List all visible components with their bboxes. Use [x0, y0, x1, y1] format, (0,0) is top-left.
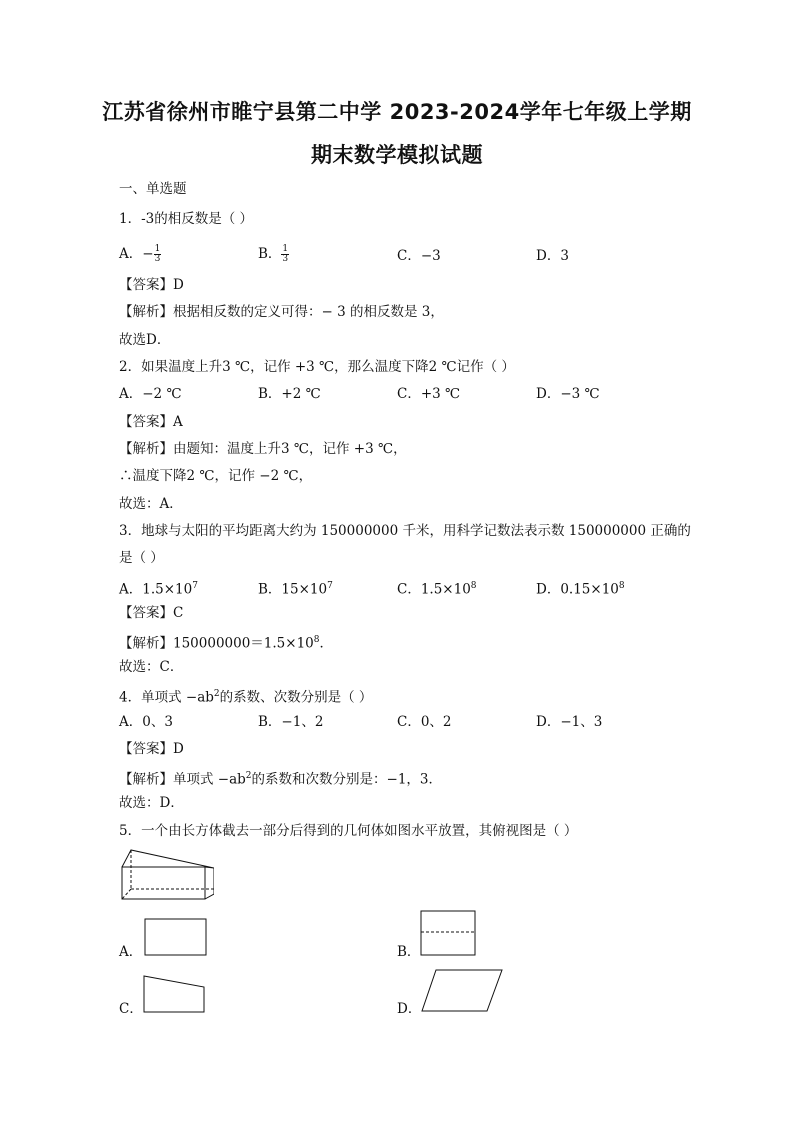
q2-analysis: 【解析】由题知：温度上升3 ℃，记作 +3 ℃， [119, 441, 407, 457]
q5-option-a-label: A． [119, 944, 143, 960]
q3-conclusion: 故选：C． [119, 659, 184, 675]
q1-option-b [258, 244, 289, 264]
q5-solid-figure [118, 843, 214, 903]
q4-option-a: A．0、3 [119, 714, 173, 730]
section-heading: 一、单选题 [119, 181, 187, 197]
q3-analysis-exp: 8 [313, 635, 320, 645]
q5-option-b-label: B． [397, 944, 421, 960]
q1-option-b-numerator: 1 [282, 244, 289, 254]
q5-stem: 5．一个由长方体截去一部分后得到的几何体如图水平放置，其俯视图是（ ） [119, 823, 578, 839]
q3-stem-line1: 3．地球与太阳的平均距离大约为 150000000 千米，用科学记数法表示数 150000000 正确的 [119, 523, 691, 539]
q1-option-a-numerator: 1 [154, 244, 161, 254]
q4-analysis-post: 的系数和次数分别是：−1，3． [251, 771, 443, 788]
q3-option-c [397, 576, 477, 600]
q2-option-c: C．+3 ℃ [397, 386, 461, 402]
q5-option-b-figure [420, 909, 478, 957]
q5-option-a-figure [144, 917, 208, 957]
q1-option-a-label: A． [119, 246, 143, 262]
q1-answer: 【答案】D [119, 277, 184, 293]
q1-stem: 1．-3的相反数是（ ） [119, 211, 254, 227]
q1-option-a-fraction [154, 245, 162, 264]
q2-conclusion: 故选：A． [119, 496, 183, 512]
q3-option-b-exp: 7 [327, 581, 333, 591]
q4-stem-exp: 2 [213, 689, 220, 699]
q1-option-a [119, 244, 161, 264]
q3-option-b [258, 576, 333, 600]
q4-analysis-exp: 2 [245, 771, 252, 781]
q2-stem: 2．如果温度上升3 ℃，记作 +3 ℃，那么温度下降2 ℃记作（ ） [119, 359, 515, 375]
q4-analysis-pre: 【解析】单项式 −ab [119, 771, 246, 788]
q1-analysis: 【解析】根据相反数的定义可得：− 3 的相反数是 3， [119, 304, 444, 320]
q4-option-d: D．−1、3 [536, 714, 603, 730]
q4-analysis [119, 766, 442, 790]
q4-stem [119, 684, 372, 708]
q5-option-c-figure [142, 974, 208, 1016]
doc-title-line1: 江苏省徐州市睢宁县第二中学 2023-2024学年七年级上学期 [102, 100, 692, 124]
q3-option-a-exp: 7 [192, 581, 198, 591]
q5-option-c-label: C． [119, 1001, 143, 1017]
q1-option-c: C．−3 [397, 248, 441, 264]
q1-option-b-denominator: 3 [282, 254, 289, 264]
doc-title-line2: 期末数学模拟试题 [311, 143, 483, 167]
q2-answer: 【答案】A [119, 414, 183, 430]
q3-analysis-tail: ． [319, 635, 333, 652]
q4-answer: 【答案】D [119, 741, 184, 757]
q3-option-c-base: C．1.5×10 [397, 581, 471, 598]
q1-option-a-denominator: 3 [154, 254, 161, 264]
q4-stem-post: 的系数、次数分别是（ ） [219, 689, 373, 706]
q1-option-b-label: B． [258, 246, 282, 262]
q3-answer: 【答案】C [119, 605, 184, 621]
q2-option-d: D．−3 ℃ [536, 386, 600, 402]
q3-option-a-base: A．1.5×10 [119, 581, 193, 598]
q4-option-c: C．0、2 [397, 714, 452, 730]
q3-option-b-base: B．15×10 [258, 581, 328, 598]
q3-option-d-exp: 8 [618, 581, 625, 591]
q5-option-d-label: D． [397, 1001, 422, 1017]
q4-conclusion: 故选：D． [119, 795, 184, 811]
q3-option-d-base: D．0.15×10 [536, 581, 619, 598]
q3-analysis-base: 【解析】150000000＝1.5×10 [119, 635, 314, 652]
q2-option-a: A．−2 ℃ [119, 386, 182, 402]
q2-option-b: B．+2 ℃ [258, 386, 321, 402]
q4-stem-pre: 4．单项式 −ab [119, 689, 214, 706]
q4-option-b: B．−1、2 [258, 714, 324, 730]
q1-option-d: D．3 [536, 248, 569, 264]
q3-option-a [119, 576, 198, 600]
q1-option-a-sign: − [142, 246, 154, 262]
q3-option-d [536, 576, 625, 600]
q3-stem-line2: 是（ ） [119, 550, 164, 566]
q3-option-c-exp: 8 [470, 581, 477, 591]
q5-option-d-figure [420, 968, 506, 1014]
q2-step: ∴温度下降2 ℃，记作 −2 ℃， [119, 468, 313, 484]
q3-analysis [119, 630, 333, 654]
q1-conclusion: 故选D． [119, 332, 171, 348]
q1-option-b-fraction [281, 245, 289, 264]
